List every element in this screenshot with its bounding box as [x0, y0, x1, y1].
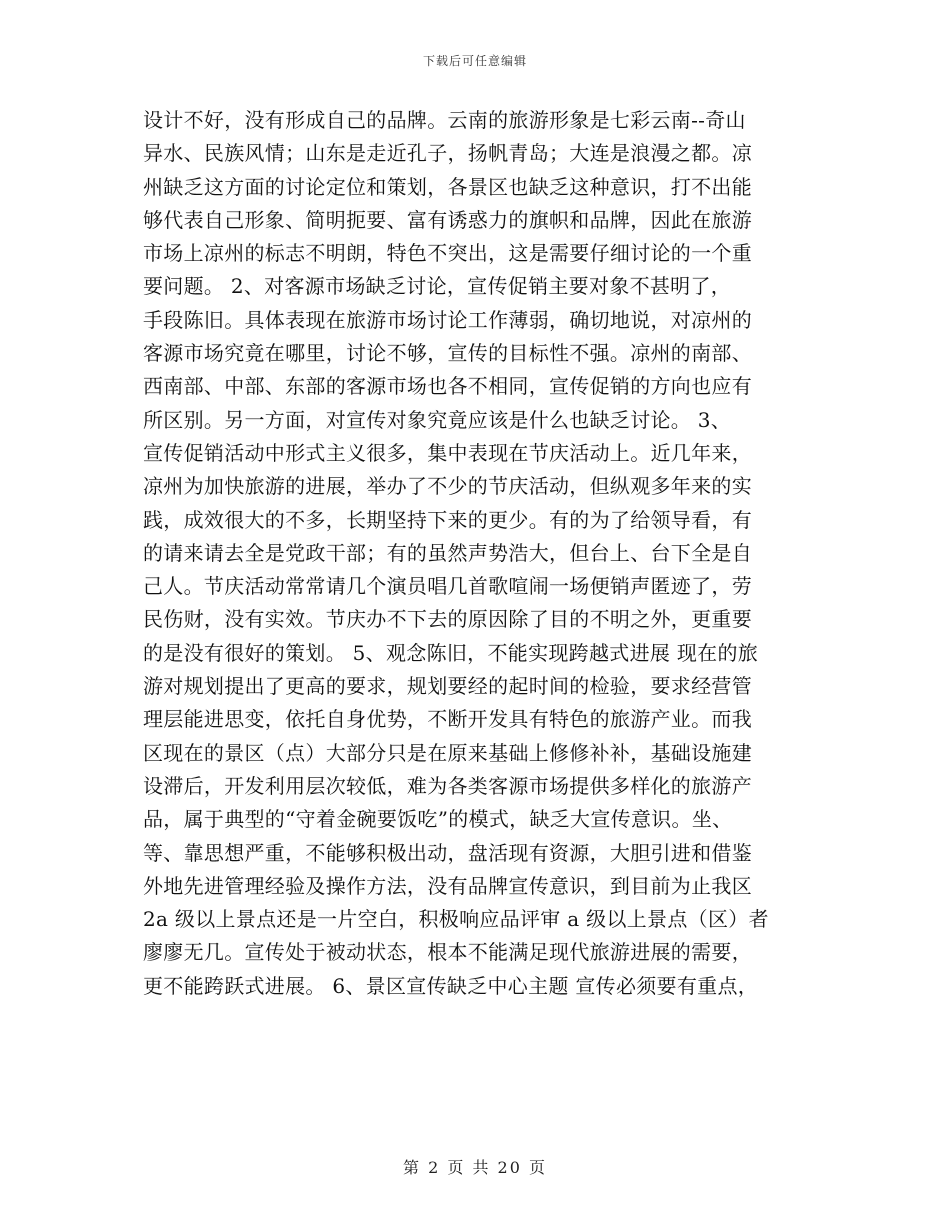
text-line: 的请来请去全是党政干部；有的虽然声势浩大，但台上、台下全是自	[143, 540, 752, 565]
text-line: 所区别。另一方面，对宣传对象究竟应该是什么也缺乏讨论。 3、	[143, 407, 732, 432]
text-line: 2a 级以上景点还是一片空白，积极响应品评审 a 级以上景点（区）者	[143, 907, 769, 932]
page-header-note: 下载后可任意编辑	[422, 54, 527, 68]
text-line: 异水、民族风情；山东是走近孔子，扬帆青岛；大连是浪漫之都。凉	[143, 141, 752, 166]
text-line: 外地先进管理经验及操作方法，没有品牌宣传意识，到目前为止我区	[143, 873, 752, 898]
text-line: 理层能进思变，依托自身优势，不断开发具有特色的旅游产业。而我	[143, 707, 752, 732]
text-line: 设计不好，没有形成自己的品牌。云南的旅游形象是七彩云南--奇山	[143, 108, 746, 132]
text-line: 民伤财，没有实效。节庆办不下去的原因除了目的不明之外，更重要	[143, 607, 752, 632]
text-line: 宣传促销活动中形式主义很多，集中表现在节庆活动上。近几年来，	[143, 440, 752, 465]
text-line: 更不能跨跃式进展。 6、景区宣传缺乏中心主题 宣传必须要有重点，	[143, 973, 759, 998]
text-line: 等、靠思想严重，不能够积极出动，盘活现有资源，大胆引进和借鉴	[143, 840, 752, 865]
text-line: 凉州为加快旅游的进展，举办了不少的节庆活动，但纵观多年来的实	[143, 474, 752, 499]
text-line: 西南部、中部、东部的客源市场也各不相同，宣传促销的方向也应有	[143, 374, 752, 399]
text-line: 廖廖无几。宣传处于被动状态，根本不能满足现代旅游进展的需要，	[143, 940, 752, 965]
text-line: 品，属于典型的“守着金碗要饭吃”的模式，缺乏大宣传意识。坐、	[143, 807, 733, 832]
text-line: 够代表自己形象、简明扼要、富有诱惑力的旗帜和品牌，因此在旅游	[143, 207, 752, 232]
text-line: 设滞后，开发利用层次较低，难为各类客源市场提供多样化的旅游产	[143, 773, 752, 798]
text-line: 区现在的景区（点）大部分只是在原来基础上修修补补，基础设施建	[143, 740, 752, 765]
text-line: 己人。节庆活动常常请几个演员唱几首歌喧闹一场便销声匿迹了，劳	[143, 574, 752, 599]
text-line: 客源市场究竟在哪里，讨论不够，宣传的目标性不强。凉州的南部、	[143, 341, 752, 366]
text-line: 手段陈旧。具体表现在旅游市场讨论工作薄弱，确切地说，对凉州的	[143, 307, 752, 332]
page-footer: 第 2 页 共 20 页	[403, 1158, 547, 1177]
text-line: 践，成效很大的不多，长期坚持下来的更少。有的为了给领导看，有	[143, 507, 752, 532]
text-line: 州缺乏这方面的讨论定位和策划，各景区也缺乏这种意识，打不出能	[143, 174, 752, 199]
body-text	[143, 104, 807, 1003]
text-line: 要问题。 2、对客源市场缺乏讨论，宣传促销主要对象不甚明了，	[143, 274, 732, 299]
text-line: 游对规划提出了更高的要求，规划要经的起时间的检验，要求经营管	[143, 674, 752, 699]
text-line: 的是没有很好的策划。 5、观念陈旧，不能实现跨越式进展 现在的旅	[143, 640, 759, 665]
text-line: 市场上凉州的标志不明朗，特色不突出，这是需要仔细讨论的一个重	[143, 241, 752, 266]
